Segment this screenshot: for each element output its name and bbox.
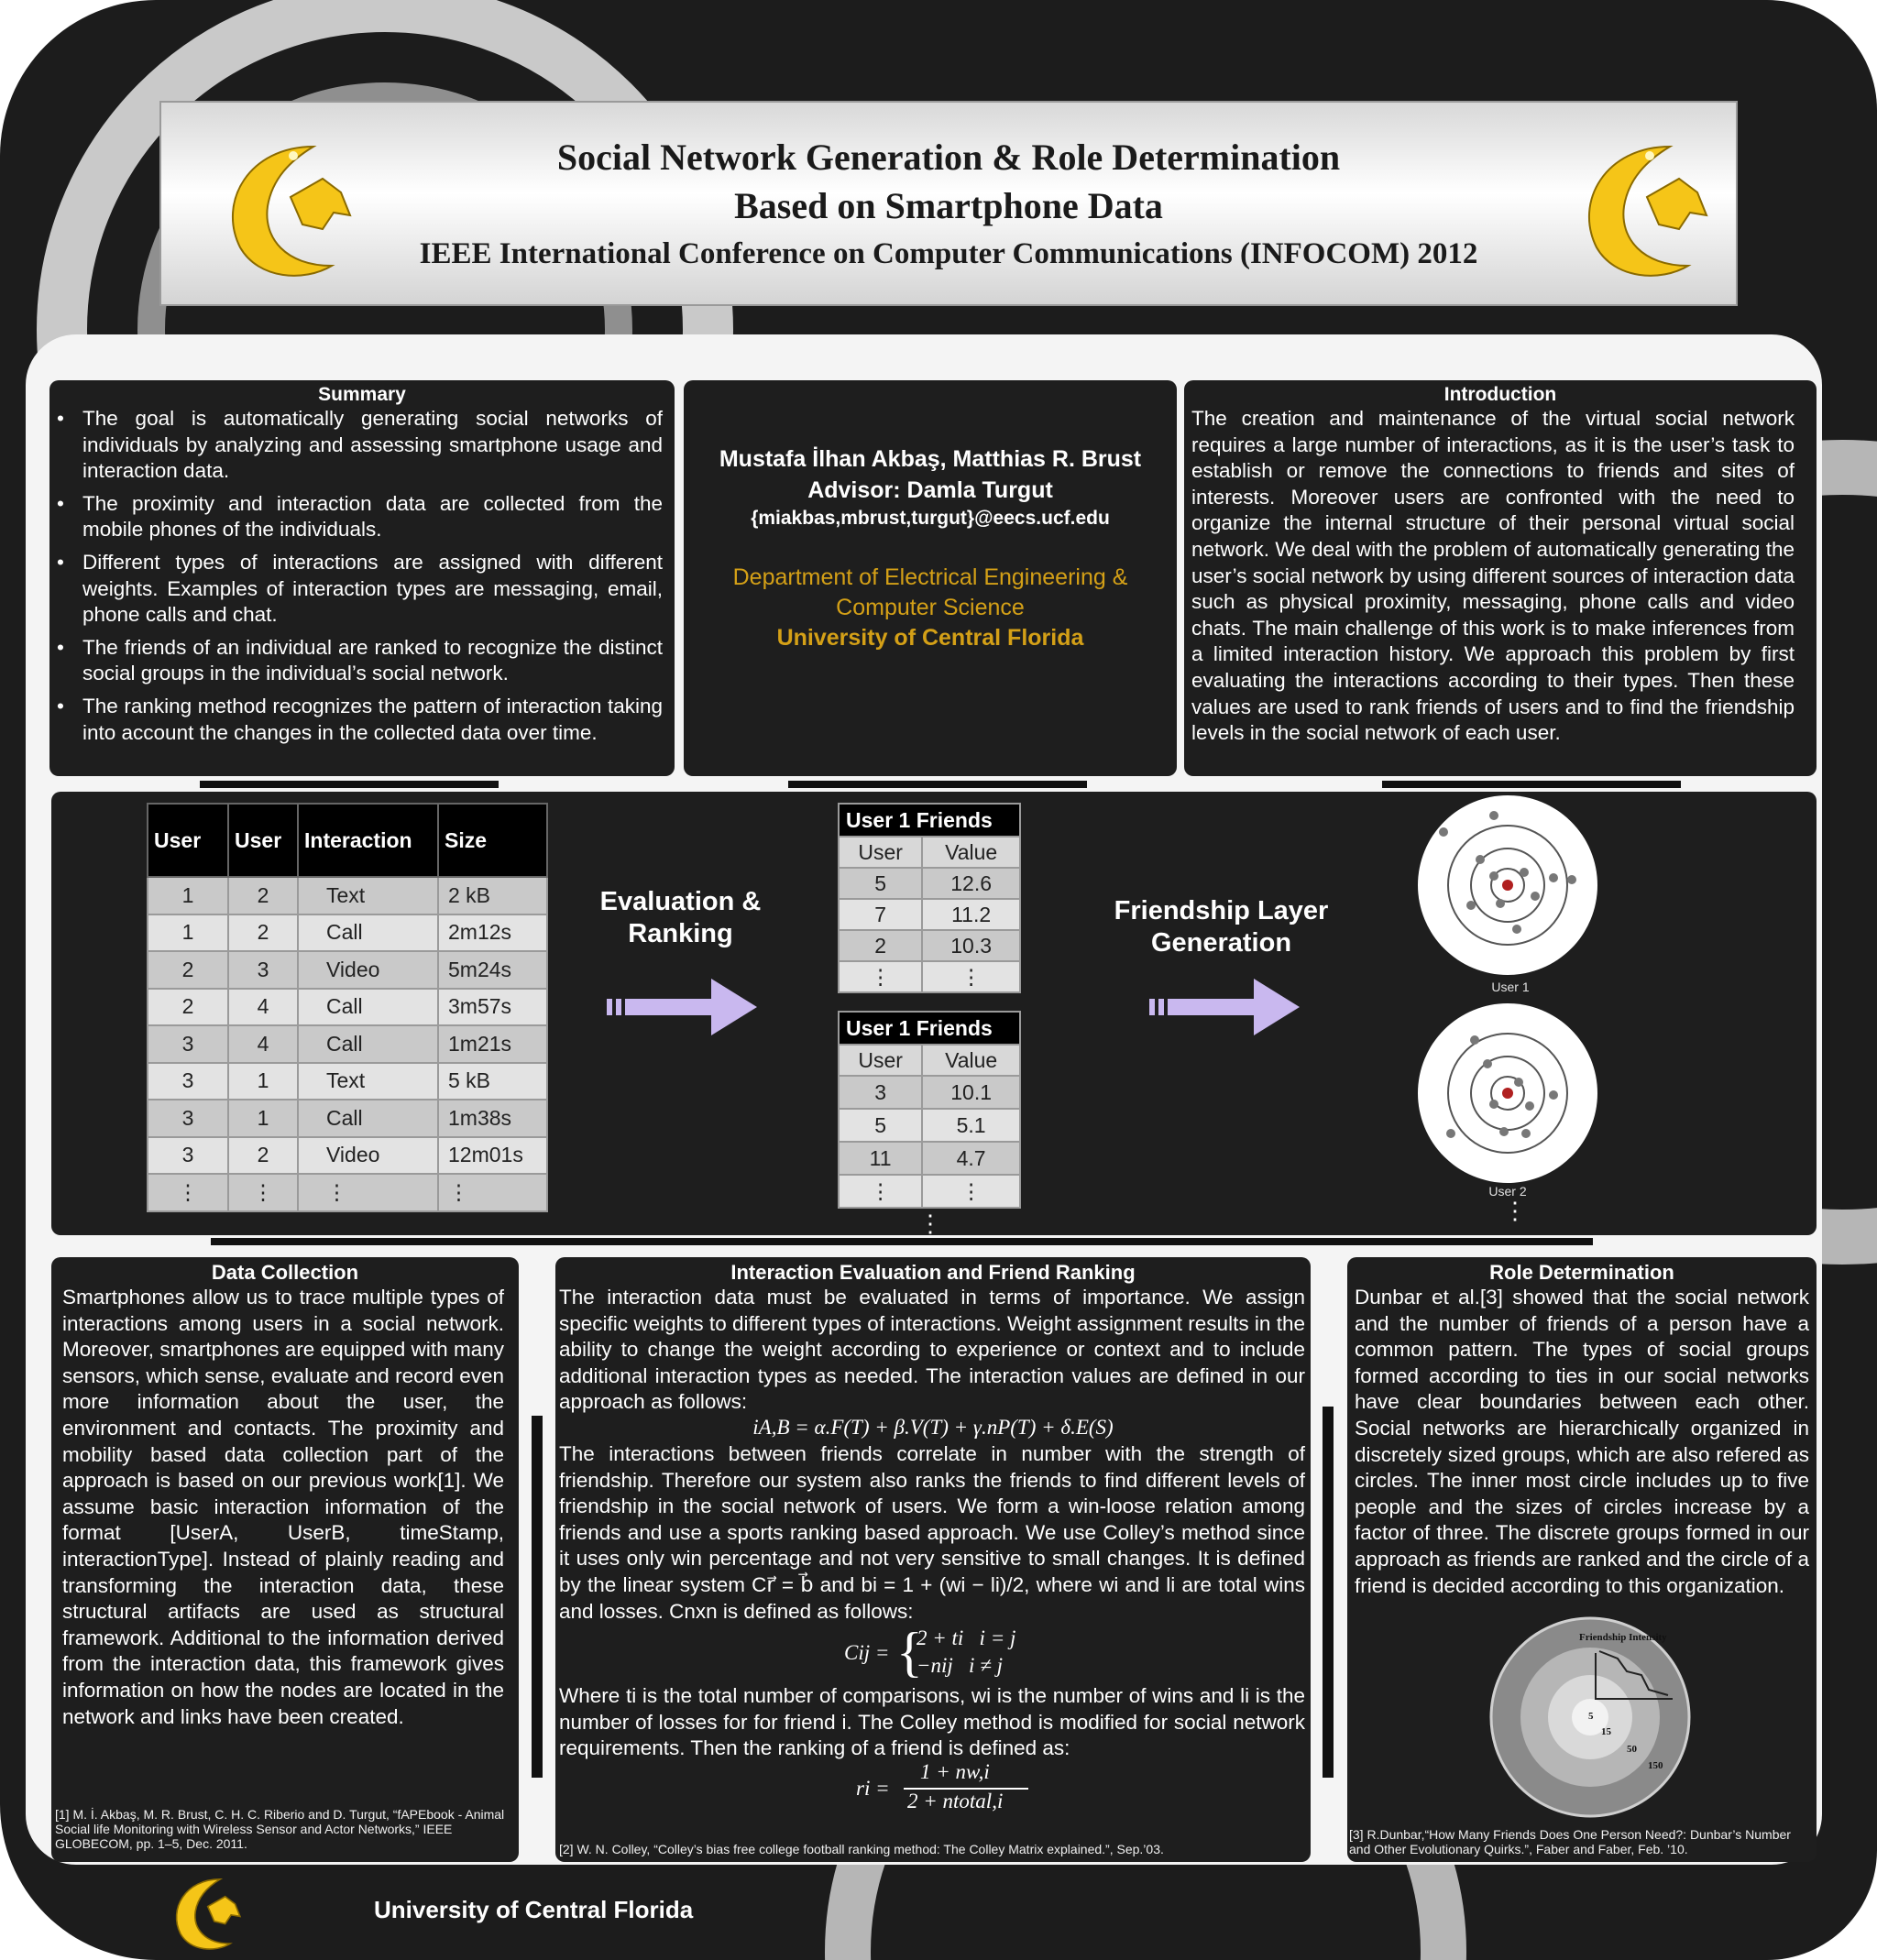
table-cell: 1m38s [438,1100,547,1137]
table-cell: 2 kB [438,877,547,914]
evaluation-para3: Where ti is the total number of comparisons, wi is the number of wins and li is the number of losses for for friend i. The Colley method is modified for social network requirements. Then the ranking of a friend is defined as: [559,1684,1305,1760]
advisor-name: Advisor: Damla Turgut [807,477,1053,503]
evaluation-para1: The interaction data must be evaluated in terms of importance. We assign specific weights to different types of interactions. Weight assignment results in the ability to change the weight according to experience or context and to include additional interaction types as needed. The interaction values are defined in our approach as follows: [559,1286,1305,1414]
more-indicator: ⋮ [1503,1197,1527,1224]
role-determination-title: Role Determination [1489,1261,1674,1284]
table-cell: 1m21s [438,1025,547,1063]
table-cell: 2 [228,914,298,952]
table-cell: 7 [839,899,922,930]
table-cell: ⋮ [228,1174,298,1211]
table-row [148,1100,547,1137]
table-cell: 3 [228,951,298,989]
table-cell: 5 [839,868,922,899]
table-row [839,1142,1020,1175]
pegasus-logo-icon [163,1869,247,1954]
formula-lhs: ri = [856,1776,890,1800]
flow-step-friendship-layer: Friendship Layer Generation [1114,896,1329,958]
divider [788,781,1087,788]
diagram-axis-label: Friendship Intensity [1579,1632,1667,1643]
table-row [839,868,1020,899]
summary-panel [49,380,675,776]
friendship-layer-diagram-user2 [1416,1003,1605,1209]
table-cell: 3 [148,1025,228,1063]
evaluation-panel [555,1257,1311,1862]
column-header: User [839,1045,922,1076]
friends-table-caption: User 1 Friends [839,1012,1020,1045]
reference-1: [1] M. İ. Akbaş, M. R. Brust, C. H. C. Riberio and D. Turgut, “fAPEbook - Animal Social life Monitoring with Wireless Sensor and Actor Networks,” IEEE GLOBECOM, pp. 1–5, Dec. 2011. [55,1807,505,1851]
department-line2: Computer Science [836,595,1025,620]
formula-case: 2 + ti i = j [917,1626,1016,1650]
table-row [148,989,547,1026]
summary-title: Summary [318,384,406,405]
table-cell: Call [298,1100,438,1137]
data-collection-text: Smartphones allow us to trace multiple types of interactions among users in a social network. Moreover, smartphones are equipped with many sensors, which sense, evaluate and record even more information about the user, the environment and contacts. The proximity and mobility based data collection part of the approach is based on our previous work[1]. We assume basic interaction information of the format [UserA, UserB, timeStamp, interactionType]. Instead of plainly reading and transforming the interaction data, these structural artifacts are used as structural framework. Additional to the information derived from the interaction data, this framework gives information on how the nodes are located in the network and links have been created. [62,1286,504,1728]
author-names: Mustafa İlhan Akbaş, Matthias R. Brust [719,446,1142,472]
introduction-text: The creation and maintenance of the virtual social network requires a large number of interactions, as it is the user’s task to establish or remove the connections to friends and sites of interests. Moreover users are confronted with the need to organize the internal structure of their personal virtual social network. We deal with the problem of automatically generating the user’s social network by using different sources of interaction data such as physical proximity, messaging, phone calls and video chats. The main challenge of this work is to make inferences from a limited interaction history. We approach this problem by first evaluating the interactions according to their types. Then these values are used to rank friends of users and to find the friendship levels in the social network of each user. [1191,407,1795,745]
author-emails: {miakbas,mbrust,turgut}@eecs.ucf.edu [751,508,1110,529]
summary-bullet: • The friends of an individual are ranked to recognize the distinct social groups in the individual’s social network. [57,635,663,687]
table-row [148,951,547,989]
flow-step-evaluation: Evaluation & Ranking [599,887,762,948]
friends-table-body [839,1076,1020,1208]
table-cell: 5 [839,1109,922,1142]
table-cell: 3 [148,1137,228,1175]
formula-case: −nij i ≠ j [917,1654,1003,1678]
table-cell: 2 [148,989,228,1026]
table-cell: 5m24s [438,951,547,989]
table-cell: Text [298,1063,438,1100]
footer-university: University of Central Florida [374,1896,694,1923]
table-row [148,877,547,914]
table-cell: 1 [148,914,228,952]
table-cell: 4 [228,1025,298,1063]
divider [532,1416,543,1778]
arrow-right-icon [603,977,761,1037]
evaluation-title: Interaction Evaluation and Friend Ranking [730,1261,1136,1284]
summary-bullet: • The proximity and interaction data are collected from the mobile phones of the individuals. [57,491,663,543]
column-header: Value [922,837,1020,868]
data-collection-title: Data Collection [211,1261,359,1284]
introduction-title: Introduction [1443,384,1557,405]
formula-numerator: 1 + nw,i [920,1759,990,1783]
table-cell: 4 [228,989,298,1026]
table-cell: 1 [148,877,228,914]
table-cell: Call [298,1025,438,1063]
interaction-table-body [148,877,547,1211]
table-row [839,1109,1020,1142]
table-cell: 11.2 [922,899,1020,930]
table-row [839,1175,1020,1208]
evaluation-para2: The interactions between friends correlate in number with the strength of friendship. Therefore our system also ranks the friends to find different levels of friendship in the social network of users. We form a win-loose relation among friends and use a sports ranking based approach. We use Colley’s method since it uses only win percentage and not very sensitive to small changes. It is defined by the linear system Cr⃗ = b⃗ and bi = 1 + (wi − li)/2, where wi and li are total wins and losses. Cnxn is defined as follows: [559,1441,1305,1623]
dunbar-circles-diagram [1480,1616,1700,1823]
table-row [839,899,1020,930]
arrow-right-icon [1146,977,1303,1037]
diagram-user-label: User 1 [1491,980,1530,994]
friends-table-1 [838,803,1021,993]
table-cell: Call [298,989,438,1026]
table-cell: Call [298,914,438,952]
table-row [148,1063,547,1100]
table-cell: 10.1 [922,1076,1020,1109]
table-cell: 1 [228,1100,298,1137]
friends-table-body [839,868,1020,992]
column-header: User [148,804,228,877]
table-row [839,930,1020,961]
table-row [148,914,547,952]
reference-2: [2] W. N. Colley, “Colley’s bias free college football ranking method: The Colley Matrix explained.”, Sep.’03. [559,1842,1164,1856]
column-header: Size [438,804,547,877]
table-cell: 3 [148,1063,228,1100]
brace: { [896,1622,923,1683]
table-cell: 3 [839,1076,922,1109]
interaction-table [147,803,548,1212]
formula-interaction-value: iA,B = α.F(T) + β.V(T) + γ.nP(T) + δ.E(S) [752,1415,1114,1439]
reference-3: [3] R.Dunbar,“How Many Friends Does One Person Need?: Dunbar’s Number and Other Evolutionary Quirks.”, Faber and Faber, Feb. ’10. [1349,1827,1791,1856]
table-cell: 5.1 [922,1109,1020,1142]
formula-rank [555,1759,1311,1817]
department-line1: Department of Electrical Engineering & [732,564,1128,590]
table-cell: Text [298,877,438,914]
poster-title-line2: Based on Smartphone Data [734,185,1163,226]
table-cell: 2 [228,877,298,914]
summary-bullet: • Different types of interactions are assigned with different weights. Examples of interaction types are messaging, email, phone calls and chat. [57,550,663,629]
summary-list [49,406,675,746]
table-cell: Video [298,951,438,989]
friendship-layer-diagram-user1 [1416,795,1605,1001]
table-cell: Video [298,1137,438,1175]
pegasus-logo-icon [213,128,359,284]
friends-table-2 [838,1011,1021,1209]
circle-size-label: 150 [1648,1760,1663,1771]
circle-size-label: 15 [1601,1726,1611,1737]
table-cell: 2 [839,930,922,961]
table-cell: ⋮ [148,1174,228,1211]
table-cell: ⋮ [438,1174,547,1211]
table-row [839,961,1020,992]
data-collection-panel [51,1257,519,1862]
formula-denominator: 2 + ntotal,i [907,1789,1004,1812]
role-determination-text: Dunbar et al.[3] showed that the social network and the number of friends of a person have a common pattern. The types of social groups formed according to ties in our social networks have clear boundaries between each other. Social networks are hierarchically organized in discretely sized groups, which are also refered as circles. The inner most circle includes up to five people and the sizes of circles increase by a factor of three. The discrete groups formed in our approach as friends are ranked and the circle of a friend is decided according to this organization. [1355,1286,1809,1597]
divider [1323,1407,1334,1778]
authors-panel [684,380,1177,776]
table-cell: 12m01s [438,1137,547,1175]
table-cell: ⋮ [839,1175,922,1208]
table-cell: 12.6 [922,868,1020,899]
circle-size-label: 5 [1588,1711,1594,1722]
table-row [148,1137,547,1175]
poster-title-line1: Social Network Generation & Role Determination [556,137,1341,178]
table-cell: 2 [228,1137,298,1175]
summary-bullet: • The goal is automatically generating social networks of individuals by analyzing and assessing smartphone usage and interaction data. [57,406,663,485]
conference-name: IEEE International Conference on Computer Communications (INFOCOM) 2012 [419,237,1478,270]
table-cell: 2 [148,951,228,989]
formula-colley-matrix [555,1622,1311,1683]
column-header: Value [922,1045,1020,1076]
column-header: User [228,804,298,877]
table-cell: 10.3 [922,930,1020,961]
table-row [839,1076,1020,1109]
friends-table-caption: User 1 Friends [839,804,1020,837]
role-determination-panel [1347,1257,1817,1862]
column-header: Interaction [298,804,438,877]
table-cell: ⋮ [839,961,922,992]
divider [211,1238,1593,1245]
table-cell: 11 [839,1142,922,1175]
table-row [148,1025,547,1063]
table-cell: 4.7 [922,1142,1020,1175]
formula-lhs: Cij = [844,1641,890,1665]
table-row [148,1174,547,1211]
table-cell: ⋮ [298,1174,438,1211]
table-cell: 2m12s [438,914,547,952]
table-cell: 5 kB [438,1063,547,1100]
more-indicator: ⋮ [918,1210,942,1237]
table-cell: 3m57s [438,989,547,1026]
table-cell: ⋮ [922,1175,1020,1208]
divider [200,781,499,788]
circle-size-label: 50 [1627,1744,1637,1755]
diagram-user-label: User 2 [1488,1184,1527,1199]
divider [1382,781,1681,788]
introduction-panel [1184,380,1817,776]
summary-bullet: • The ranking method recognizes the pattern of interaction taking into account the changes in the collected data over time. [57,694,663,746]
pegasus-logo-icon [1569,128,1716,284]
column-header: User [839,837,922,868]
table-cell: 1 [228,1063,298,1100]
university-name: University of Central Florida [776,625,1084,651]
table-cell: 3 [148,1100,228,1137]
table-cell: ⋮ [922,961,1020,992]
